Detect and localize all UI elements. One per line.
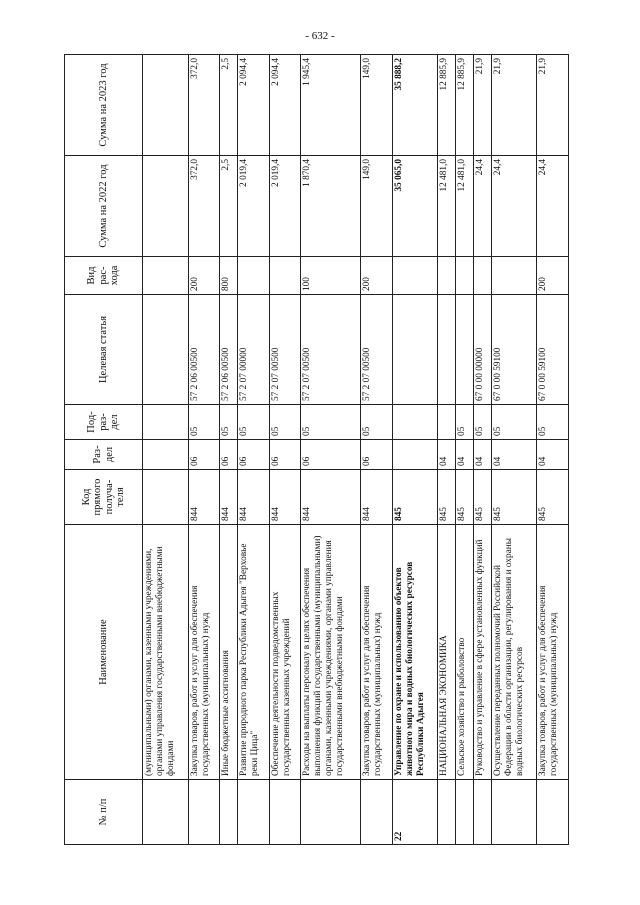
cell-podrazdel: [392, 405, 438, 440]
header-target: Целевая статья: [65, 295, 143, 405]
cell-vid: [491, 257, 537, 295]
cell-sum2023: 1 945,4: [301, 55, 361, 156]
cell-podrazdel: 05: [456, 405, 474, 440]
cell-target: [438, 295, 456, 405]
cell-code: 845: [456, 470, 474, 525]
cell-code: 845: [491, 470, 537, 525]
table-row: [537, 55, 569, 845]
header-num: № п/п: [65, 780, 143, 845]
cell-razdel: [143, 440, 189, 470]
cell-code: 844: [269, 470, 301, 525]
cell-num: [491, 780, 537, 845]
table-row: [143, 55, 189, 845]
cell-sum2022: [143, 156, 189, 257]
cell-vid: 200: [537, 257, 569, 295]
cell-vid: [143, 257, 189, 295]
cell-sum2023: 21,9: [537, 55, 569, 156]
cell-vid: [392, 257, 438, 295]
cell-vid: [269, 257, 301, 295]
cell-name: Закупка товаров, работ и услуг для обеспечения государственных (муниципальных) нужд: [361, 525, 393, 780]
cell-num: [301, 780, 361, 845]
cell-sum2022: 24,4: [473, 156, 491, 257]
cell-razdel: 06: [238, 440, 270, 470]
cell-sum2023: 21,9: [491, 55, 537, 156]
cell-code: 844: [188, 470, 220, 525]
cell-podrazdel: [143, 405, 189, 440]
cell-code: [143, 470, 189, 525]
cell-sum2023: [143, 55, 189, 156]
table-row: [392, 55, 438, 845]
cell-num: [438, 780, 456, 845]
cell-target: 67 0 00 00000: [473, 295, 491, 405]
cell-sum2023: 35 888,2: [392, 55, 438, 156]
cell-razdel: 04: [456, 440, 474, 470]
header-razdel: Раз-дел: [65, 440, 143, 470]
cell-name: Руководство и управление в сфере установленных функций: [473, 525, 491, 780]
cell-target: 57 2 07 00000: [238, 295, 270, 405]
cell-razdel: 06: [301, 440, 361, 470]
cell-target: [456, 295, 474, 405]
cell-name: Сельское хозяйство и рыболовство: [456, 525, 474, 780]
cell-name: Осуществление переданных полномочий Российской Федерации в области организации, регулирования и охраны водных биологических ресурсов: [491, 525, 537, 780]
cell-sum2022: 2 019,4: [238, 156, 270, 257]
cell-podrazdel: 05: [269, 405, 301, 440]
table-row: [361, 55, 393, 845]
cell-podrazdel: 05: [361, 405, 393, 440]
cell-code: 845: [392, 470, 438, 525]
header-vid: Вид рас-хода: [65, 257, 143, 295]
cell-num: [269, 780, 301, 845]
cell-target: [392, 295, 438, 405]
budget-table-rotated: [64, 55, 569, 845]
cell-podrazdel: 05: [301, 405, 361, 440]
cell-sum2023: 2 094,4: [269, 55, 301, 156]
table-row: [473, 55, 491, 845]
cell-name: Иные бюджетные ассигнования: [220, 525, 238, 780]
table-row: [301, 55, 361, 845]
cell-num: 22: [392, 780, 438, 845]
cell-vid: 200: [188, 257, 220, 295]
cell-vid: [473, 257, 491, 295]
cell-sum2022: 24,4: [491, 156, 537, 257]
cell-target: 67 0 00 59100: [537, 295, 569, 405]
cell-target: [143, 295, 189, 405]
cell-podrazdel: [438, 405, 456, 440]
cell-sum2022: 149,0: [361, 156, 393, 257]
cell-num: [188, 780, 220, 845]
cell-razdel: 06: [361, 440, 393, 470]
cell-vid: 200: [361, 257, 393, 295]
cell-sum2023: 372,0: [188, 55, 220, 156]
cell-code: 844: [301, 470, 361, 525]
cell-num: [238, 780, 270, 845]
cell-razdel: 04: [473, 440, 491, 470]
cell-razdel: 06: [220, 440, 238, 470]
table-row: [238, 55, 270, 845]
cell-target: 57 2 06 00500: [220, 295, 238, 405]
cell-podrazdel: 05: [188, 405, 220, 440]
table-row: [269, 55, 301, 845]
cell-name: Закупка товаров, работ и услуг для обеспечения государственных (муниципальных) нужд: [537, 525, 569, 780]
cell-code: 844: [238, 470, 270, 525]
cell-name: Расходы на выплаты персоналу в целях обеспечения выполнения функций государственными (муниципальными) органами, казенными учреждениями, органами управления государственными внебюджетными фондами: [301, 525, 361, 780]
cell-code: 844: [220, 470, 238, 525]
cell-num: [143, 780, 189, 845]
cell-podrazdel: 05: [238, 405, 270, 440]
cell-code: 844: [361, 470, 393, 525]
cell-num: [456, 780, 474, 845]
cell-sum2023: 2,5: [220, 55, 238, 156]
cell-num: [473, 780, 491, 845]
table-row: [491, 55, 537, 845]
cell-name: НАЦИОНАЛЬНАЯ ЭКОНОМИКА: [438, 525, 456, 780]
cell-code: 845: [438, 470, 456, 525]
cell-razdel: 04: [537, 440, 569, 470]
cell-sum2022: 12 481,0: [456, 156, 474, 257]
cell-vid: 100: [301, 257, 361, 295]
cell-vid: [456, 257, 474, 295]
cell-podrazdel: 05: [537, 405, 569, 440]
page-number: - 632 -: [305, 30, 335, 42]
table-body: [143, 55, 569, 845]
table-row: [456, 55, 474, 845]
header-code: Код прямого получа-теля: [65, 470, 143, 525]
table-row: [220, 55, 238, 845]
cell-sum2022: 2 019,4: [269, 156, 301, 257]
cell-sum2023: 12 885,9: [438, 55, 456, 156]
cell-podrazdel: 05: [473, 405, 491, 440]
cell-target: 57 2 07 00500: [269, 295, 301, 405]
cell-podrazdel: 05: [220, 405, 238, 440]
cell-sum2022: 1 870,4: [301, 156, 361, 257]
header-row: [65, 55, 143, 845]
cell-name: Обеспечение деятельности подведомственных государственных казенных учреждений: [269, 525, 301, 780]
budget-table: [64, 54, 569, 845]
cell-target: 57 2 07 00500: [301, 295, 361, 405]
cell-num: [537, 780, 569, 845]
header-podrazdel: Под-раз-дел: [65, 405, 143, 440]
cell-target: 67 0 00 59100: [491, 295, 537, 405]
cell-sum2022: 35 065,0: [392, 156, 438, 257]
table-row: [188, 55, 220, 845]
header-sum2022: Сумма на 2022 год: [65, 156, 143, 257]
cell-vid: [438, 257, 456, 295]
cell-target: 57 2 07 00500: [361, 295, 393, 405]
cell-razdel: [392, 440, 438, 470]
cell-name: Развитие природного парка Республики Адыгея "Верховье реки Цица": [238, 525, 270, 780]
cell-vid: 800: [220, 257, 238, 295]
cell-razdel: 04: [491, 440, 537, 470]
cell-code: 845: [537, 470, 569, 525]
header-name: Наименование: [65, 525, 143, 780]
cell-podrazdel: 05: [491, 405, 537, 440]
cell-razdel: 06: [269, 440, 301, 470]
cell-num: [361, 780, 393, 845]
cell-sum2023: 2 094,4: [238, 55, 270, 156]
cell-sum2023: 21,9: [473, 55, 491, 156]
cell-vid: [238, 257, 270, 295]
cell-name: Закупка товаров, работ и услуг для обеспечения государственных (муниципальных) нужд: [188, 525, 220, 780]
cell-sum2022: 2,5: [220, 156, 238, 257]
cell-sum2022: 24,4: [537, 156, 569, 257]
cell-sum2023: 149,0: [361, 55, 393, 156]
cell-name: (муниципальными) органами, казенными учреждениями, органами управления государственными внебюджетными фондами: [143, 525, 189, 780]
table-row: [438, 55, 456, 845]
cell-name: Управление по охране и использованию объектов животного мира и водных биологических ресурсов Республики Адыгея: [392, 525, 438, 780]
cell-sum2023: 12 885,9: [456, 55, 474, 156]
cell-num: [220, 780, 238, 845]
cell-razdel: 06: [188, 440, 220, 470]
cell-sum2022: 12 481,0: [438, 156, 456, 257]
cell-target: 57 2 06 00500: [188, 295, 220, 405]
cell-sum2022: 372,0: [188, 156, 220, 257]
cell-code: 845: [473, 470, 491, 525]
cell-razdel: 04: [438, 440, 456, 470]
header-sum2023: Сумма на 2023 год: [65, 55, 143, 156]
